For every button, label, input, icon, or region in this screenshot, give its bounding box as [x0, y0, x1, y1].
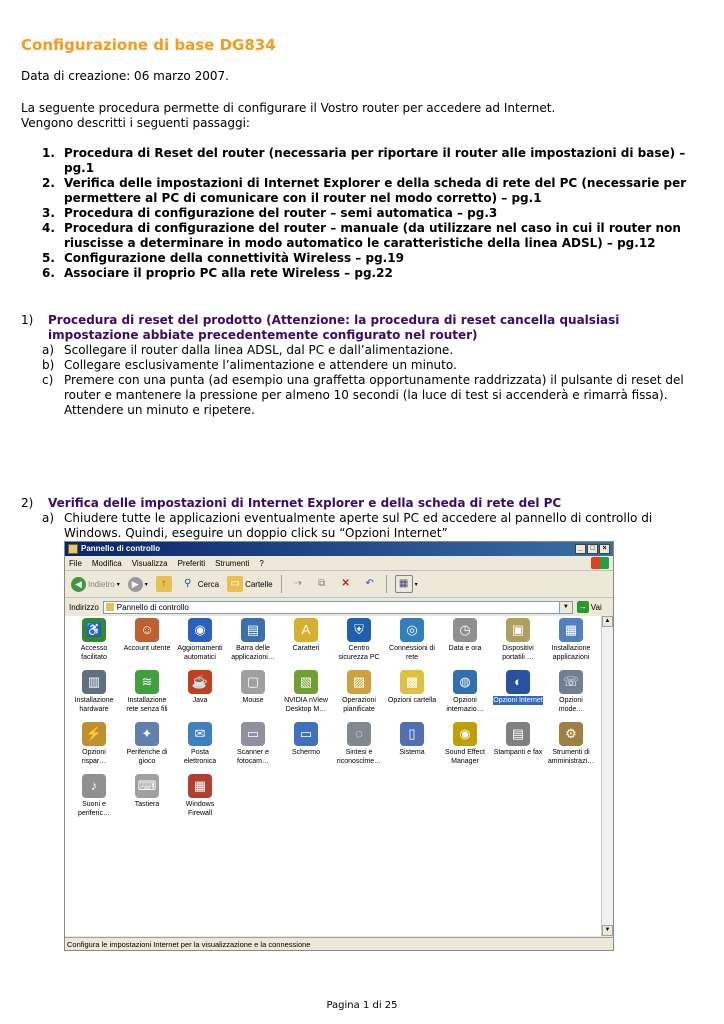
delete-icon: ✕	[341, 578, 350, 589]
menu-file[interactable]: File	[69, 558, 82, 568]
windows-logo-icon	[591, 557, 609, 569]
maximize-button[interactable]: □	[587, 544, 598, 554]
toc-number: 3.	[42, 206, 55, 220]
document-title: Configurazione di base DG834	[21, 36, 276, 54]
address-input[interactable]	[103, 601, 573, 614]
control-panel-item-icon: ⚡	[82, 722, 106, 746]
control-panel-item[interactable]	[281, 618, 331, 653]
control-panel-item-icon: ▯	[400, 722, 424, 746]
section-heading	[21, 496, 701, 511]
control-panel-item-icon: ▦	[188, 774, 212, 798]
views-button[interactable]	[393, 574, 420, 594]
control-panel-item-icon: ▧	[294, 670, 318, 694]
control-panel-item-icon: ◉	[188, 618, 212, 642]
creation-date: Data di creazione: 06 marzo 2007.	[21, 69, 229, 83]
control-panel-item-label: Java	[192, 697, 208, 704]
control-panel-item-label: Centro sicurezza PC	[338, 645, 380, 661]
section-number: 1)	[21, 313, 34, 327]
control-panel-item-icon: ✦	[135, 722, 159, 746]
step-letter: c)	[42, 373, 54, 387]
control-panel-window	[64, 541, 614, 951]
toolbar-separator	[281, 575, 282, 593]
control-panel-item[interactable]	[175, 722, 225, 766]
minimize-button[interactable]: _	[575, 544, 586, 554]
control-panel-item-icon: ♪	[82, 774, 106, 798]
toc-number: 2.	[42, 176, 55, 190]
control-panel-item-icon: ◐	[506, 670, 530, 694]
toc-text: Procedura di configurazione del router – semi automatica – pg.3	[64, 206, 498, 220]
control-panel-item-label: Strumenti di amministrazi…	[547, 749, 595, 765]
control-panel-item-label: Installazione rete senza fili	[126, 697, 168, 713]
address-label: Indirizzo	[69, 602, 99, 612]
window-controls	[575, 544, 610, 554]
window-title: Pannello di controllo	[81, 544, 161, 553]
step-text: Scollegare il router dalla linea ADSL, dal PC e dall’alimentazione.	[64, 343, 454, 357]
control-panel-item[interactable]	[122, 774, 172, 809]
control-panel-item[interactable]	[175, 670, 225, 705]
control-panel-item[interactable]	[334, 670, 384, 714]
control-panel-item[interactable]	[281, 722, 331, 757]
step-item	[21, 343, 701, 358]
vertical-scrollbar[interactable]	[601, 616, 613, 936]
control-panel-item[interactable]	[228, 670, 278, 705]
toc-item	[21, 221, 701, 251]
control-panel-item[interactable]	[546, 722, 596, 766]
control-panel-item[interactable]	[493, 618, 543, 662]
move-to-button[interactable]	[288, 574, 308, 594]
forward-button[interactable]	[126, 574, 150, 594]
control-panel-item-label: Schermo	[291, 749, 320, 756]
control-panel-item[interactable]	[546, 618, 596, 662]
step-text: Premere con una punta (ad esempio una graffetta opportunamente raddrizzata) il pulsante di reset del router e mantenere la pressione per almeno 10 secondi (la luce di test si accenderà e rimarrà fissa). Attendere un minuto e ripetere.	[64, 373, 684, 417]
control-panel-item-label: Posta elettronica	[183, 749, 217, 765]
control-panel-item-icon: ✉	[188, 722, 212, 746]
step-item	[21, 373, 701, 418]
control-panel-item[interactable]	[122, 670, 172, 714]
page-footer: Pagina 1 di 25	[326, 1000, 398, 1011]
control-panel-item-icon: ⚙	[559, 722, 583, 746]
toc-text: Associare il proprio PC alla rete Wireless – pg.22	[64, 266, 393, 280]
scroll-up-arrow-icon[interactable]: ▲	[602, 616, 613, 627]
control-panel-item-icon: ▭	[241, 722, 265, 746]
control-panel-item-label: Stampanti e fax	[493, 749, 543, 756]
control-panel-item[interactable]	[546, 670, 596, 714]
control-panel-item[interactable]	[387, 670, 437, 705]
control-panel-item-label: Opzioni cartella	[387, 697, 437, 704]
copy-to-icon: ⧉	[318, 578, 326, 589]
control-panel-item-label: Opzioni internazio…	[446, 697, 484, 713]
back-arrow-icon: ◀	[71, 577, 86, 592]
control-panel-item[interactable]	[440, 618, 490, 653]
toc-item	[21, 251, 701, 266]
control-panel-item[interactable]	[228, 722, 278, 766]
control-panel-item-label: Accesso facilitato	[80, 645, 108, 661]
toc-number: 1.	[42, 146, 55, 160]
toc-item	[21, 146, 701, 176]
control-panel-item-label: Sound Effect Manager	[445, 749, 485, 765]
views-dropdown-icon: ▾	[414, 581, 418, 588]
undo-button[interactable]	[360, 574, 380, 594]
toolbar	[65, 571, 613, 598]
control-panel-content	[65, 616, 601, 936]
control-panel-item[interactable]	[69, 618, 119, 662]
menu-bar	[65, 556, 613, 571]
control-panel-item-icon: ◍	[453, 670, 477, 694]
control-panel-item-icon: ▤	[506, 722, 530, 746]
toc-text: Procedura di Reset del router (necessaria per riportare il router alle impostazioni di base) – pg.1	[64, 146, 686, 175]
control-panel-item-icon: ▨	[347, 670, 371, 694]
control-panel-item-label: Periferiche di gioco	[126, 749, 168, 765]
folders-icon: ▭	[227, 576, 243, 592]
undo-icon: ↶	[365, 578, 374, 589]
control-panel-item[interactable]	[281, 670, 331, 714]
search-label: Cerca	[197, 579, 220, 589]
toc-text: Verifica delle impostazioni di Internet Explorer e della scheda di rete del PC (necessarie per permettere al PC di comunicare con il router nel modo corretto) – pg.1	[64, 176, 687, 205]
control-panel-item-icon: ☺	[135, 618, 159, 642]
section-reset	[21, 313, 701, 418]
step-letter: b)	[42, 358, 55, 372]
section-heading-text: Procedura di reset del prodotto (Attenzione: la procedura di reset cancella qualsiasi impostazione abbiate precedentemente configurato nel router)	[48, 313, 620, 342]
control-panel-item[interactable]	[69, 774, 119, 818]
control-panel-item-icon: ▭	[294, 722, 318, 746]
control-panel-item-icon: ▦	[559, 618, 583, 642]
window-titlebar[interactable]	[65, 542, 613, 556]
forward-dropdown-icon[interactable]: ▾	[144, 581, 148, 588]
control-panel-item-icon: ◎	[400, 618, 424, 642]
control-panel-item-label: Dispositivi portatili …	[502, 645, 534, 661]
views-icon: ▦	[395, 575, 413, 593]
toc-number: 5.	[42, 251, 55, 265]
step-item	[21, 511, 701, 541]
control-panel-item[interactable]	[228, 618, 278, 662]
control-panel-item-icon: ♿	[82, 618, 106, 642]
toc-text: Procedura di configurazione del router – manuale (da utilizzare nel caso in cui il router non riuscisse a determinare in modo automatico le caratteristiche della linea ADSL) – pg.12	[64, 221, 681, 250]
toc-text: Configurazione della connettività Wireless – pg.19	[64, 251, 404, 265]
control-panel-item-icon: ◷	[453, 618, 477, 642]
control-panel-item-label: Connessioni di rete	[389, 645, 435, 661]
move-to-icon: ⇢	[293, 578, 302, 589]
menu-help[interactable]: ?	[259, 558, 264, 568]
control-panel-item[interactable]	[122, 618, 172, 653]
control-panel-item-label: Account utente	[123, 645, 171, 652]
control-panel-item-label: Installazione applicazioni	[551, 645, 591, 661]
control-panel-item[interactable]	[334, 722, 384, 766]
toc-number: 4.	[42, 221, 55, 235]
control-panel-item-label: NVIDIA nView Desktop M…	[284, 697, 328, 713]
control-panel-item[interactable]	[493, 670, 543, 705]
section-verify	[21, 496, 701, 541]
toc-item	[21, 266, 701, 281]
intro-line-2: Vengono descritti i seguenti passaggi:	[21, 116, 250, 130]
control-panel-item[interactable]	[69, 670, 119, 714]
control-panel-item-label: Tastiera	[134, 801, 160, 808]
step-letter: a)	[42, 343, 55, 357]
control-panel-item-label: Opzioni mode…	[558, 697, 584, 713]
control-panel-item-label: Sintesi e riconoscime…	[336, 749, 382, 765]
control-panel-item-icon: ▤	[241, 618, 265, 642]
control-panel-item[interactable]	[175, 774, 225, 818]
control-panel-item[interactable]	[69, 722, 119, 766]
delete-button[interactable]	[336, 574, 356, 594]
toolbar-separator	[386, 575, 387, 593]
control-panel-item-icon: ▢	[241, 670, 265, 694]
toc-item	[21, 206, 701, 221]
control-panel-item[interactable]	[440, 670, 490, 714]
go-label: Vai	[590, 602, 602, 612]
copy-to-button[interactable]	[312, 574, 332, 594]
up-folder-button[interactable]	[154, 574, 174, 594]
control-panel-item-icon: ≋	[135, 670, 159, 694]
address-value: Pannello di controllo	[116, 602, 189, 612]
intro-paragraph	[21, 101, 555, 131]
control-panel-item[interactable]	[387, 618, 437, 662]
table-of-contents	[21, 146, 701, 281]
control-panel-icon	[68, 544, 78, 554]
control-panel-item-icon: ☕	[188, 670, 212, 694]
control-panel-item-icon: ☏	[559, 670, 583, 694]
address-dropdown-icon[interactable]: ▼	[559, 602, 572, 613]
menu-strumenti[interactable]: Strumenti	[215, 558, 250, 568]
control-panel-item-label: Operazioni pianificate	[342, 697, 376, 713]
menu-visualizza[interactable]: Visualizza	[131, 558, 168, 568]
back-button[interactable]	[69, 574, 122, 594]
go-button[interactable]	[577, 601, 602, 613]
control-panel-item-label: Data e ora	[448, 645, 482, 652]
folders-button[interactable]	[225, 574, 275, 594]
control-panel-item-icon: ▩	[400, 670, 424, 694]
step-text: Chiudere tutte le applicazioni eventualmente aperte sul PC ed accedere al pannello di controllo di Windows. Quindi, eseguire un doppio click su “Opzioni Internet”	[64, 511, 653, 540]
control-panel-item-label: Opzioni Internet	[493, 697, 543, 704]
control-panel-item-icon: ▥	[82, 670, 106, 694]
control-panel-item-label: Opzioni rispar…	[81, 749, 107, 765]
control-panel-item[interactable]	[334, 618, 384, 662]
control-panel-item-label: Windows Firewall	[185, 801, 215, 817]
menu-preferiti[interactable]: Preferiti	[177, 558, 206, 568]
search-icon: ⚲	[184, 578, 192, 589]
section-number: 2)	[21, 496, 34, 510]
back-dropdown-icon[interactable]: ▾	[116, 581, 120, 588]
control-panel-item-icon: ⌨	[135, 774, 159, 798]
control-panel-small-icon	[106, 603, 114, 611]
toc-number: 6.	[42, 266, 55, 280]
toc-item	[21, 176, 701, 206]
forward-arrow-icon: ▶	[128, 577, 143, 592]
control-panel-item-icon: A	[294, 618, 318, 642]
control-panel-item[interactable]	[387, 722, 437, 757]
control-panel-item-icon: ▣	[506, 618, 530, 642]
control-panel-item[interactable]	[440, 722, 490, 766]
menu-modifica[interactable]: Modifica	[91, 558, 122, 568]
scroll-down-arrow-icon[interactable]: ▼	[602, 925, 613, 936]
address-bar	[65, 598, 613, 617]
back-label: Indietro	[88, 579, 115, 589]
up-folder-icon: ↑	[156, 576, 172, 592]
folders-label: Cartelle	[245, 579, 273, 589]
close-button[interactable]: ×	[599, 544, 610, 554]
control-panel-item-label: Mouse	[242, 697, 264, 704]
control-panel-item-label: Caratteri	[292, 645, 320, 652]
control-panel-item-label: Installazione hardware	[74, 697, 114, 713]
search-button[interactable]	[178, 574, 221, 594]
status-bar: Configura le impostazioni Internet per la visualizzazione e la connessione	[65, 937, 613, 950]
control-panel-item-icon: ◉	[453, 722, 477, 746]
control-panel-item-label: Barra delle applicazioni…	[231, 645, 275, 661]
step-item	[21, 358, 701, 373]
step-text: Collegare esclusivamente l’alimentazione e attendere un minuto.	[64, 358, 457, 372]
control-panel-item[interactable]	[493, 722, 543, 757]
control-panel-item[interactable]	[175, 618, 225, 662]
control-panel-item-label: Sistema	[399, 749, 425, 756]
step-letter: a)	[42, 511, 55, 525]
control-panel-item-icon: ◌	[347, 722, 371, 746]
control-panel-item-label: Aggiornamenti automatici	[177, 645, 223, 661]
go-arrow-icon: →	[578, 602, 587, 611]
control-panel-item-label: Suoni e periferic…	[78, 801, 110, 817]
control-panel-item-icon: ⛨	[347, 618, 371, 642]
control-panel-item-label: Scanner e fotocam…	[237, 749, 269, 765]
section-heading	[21, 313, 701, 343]
intro-line-1: La seguente procedura permette di configurare il Vostro router per accedere ad Internet.	[21, 101, 556, 115]
section-heading-text: Verifica delle impostazioni di Internet Explorer e della scheda di rete del PC	[48, 496, 562, 510]
control-panel-item[interactable]	[122, 722, 172, 766]
